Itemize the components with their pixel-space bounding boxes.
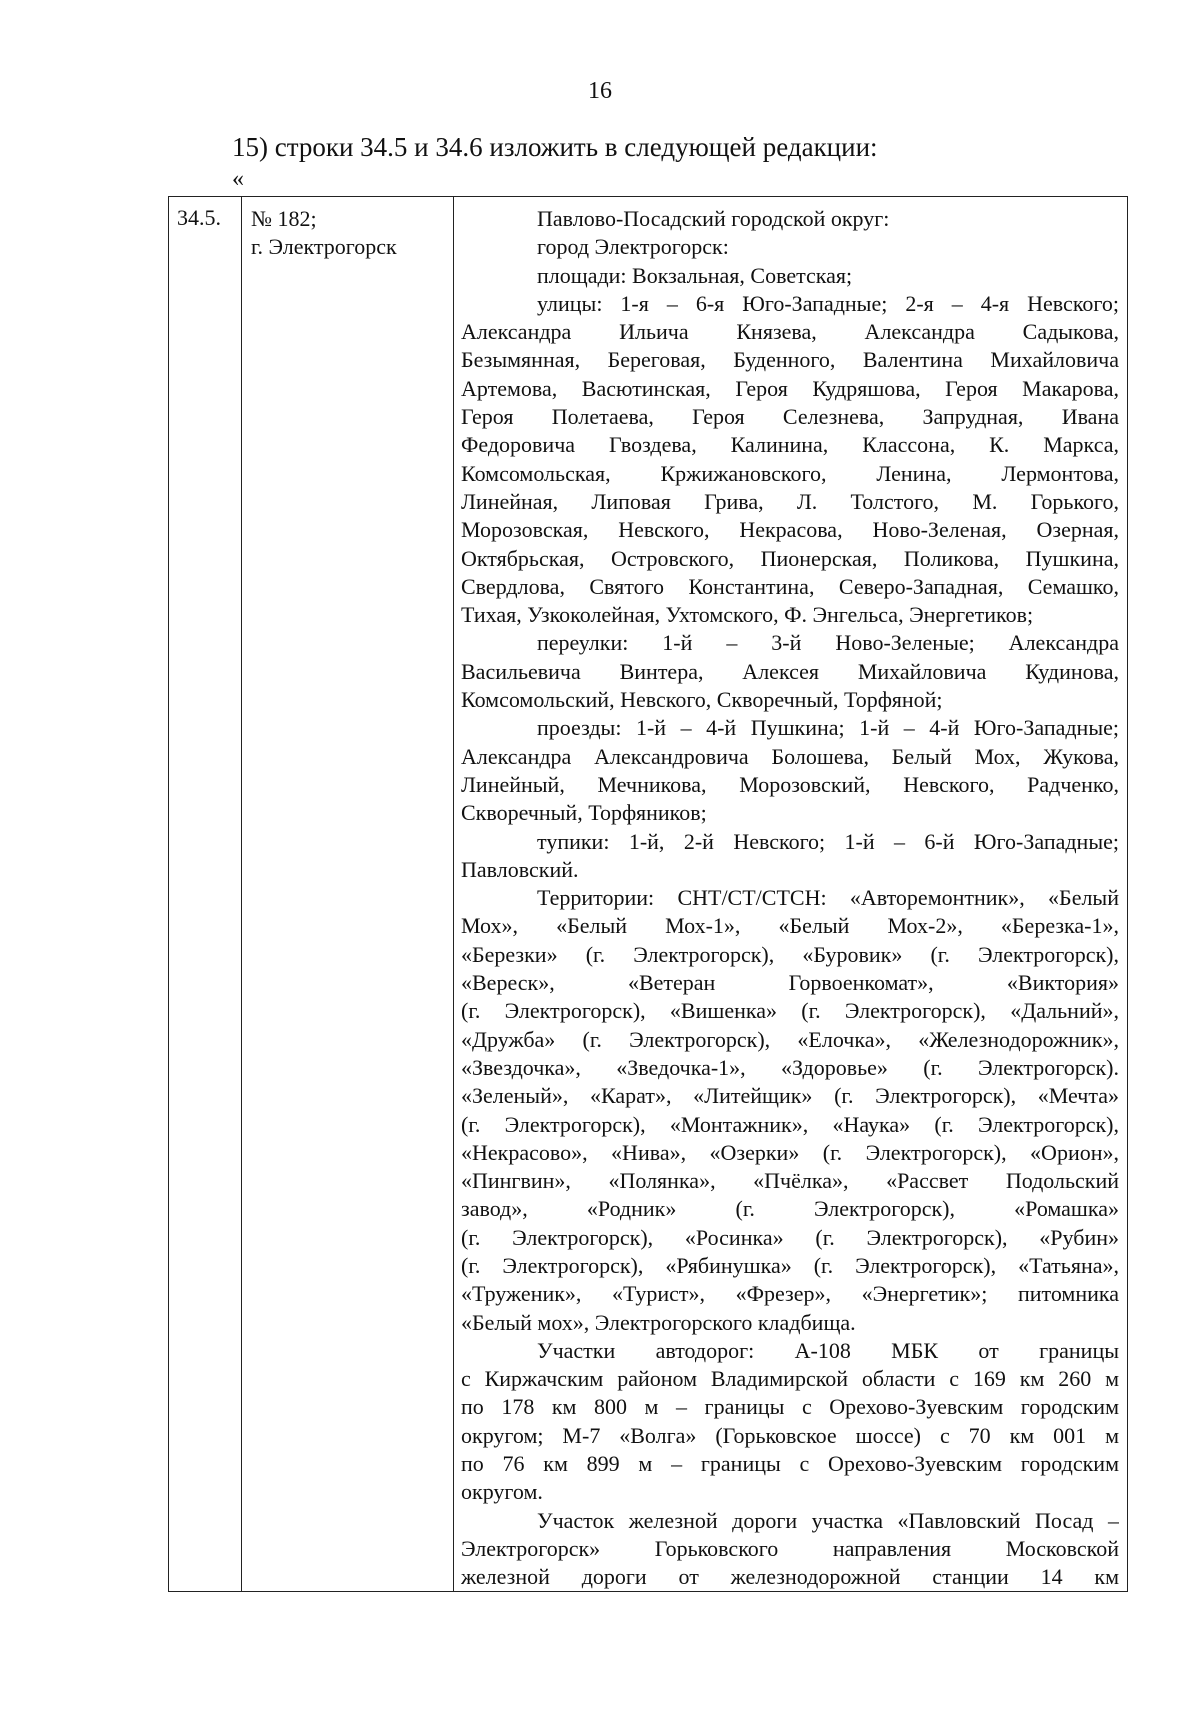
content-line: Тихая, Узкоколейная, Ухтомского, Ф. Энгельса, Энергетиков; — [461, 602, 1034, 628]
content-line: переулки: 1-й – 3-й Ново-Зеленые; Александра — [537, 630, 1119, 656]
content-line: «Вереск», «Ветеран Горвоенкомат», «Виктория» — [461, 970, 1119, 996]
content-line: (г. Электрогорск), «Рябинушка» (г. Электрогорск), «Татьяна», — [461, 1252, 1119, 1278]
content-line: (г. Электрогорск), «Вишенка» (г. Электрогорск), «Дальний», — [461, 998, 1119, 1024]
content-line: «Дружба» (г. Электрогорск), «Елочка», «Железнодорожник», — [461, 1026, 1119, 1052]
content-line: «Белый мох», Электрогорского кладбища. — [461, 1309, 856, 1335]
content-line: Октябрьская, Островского, Пионерская, Поликова, Пушкина, — [461, 545, 1119, 571]
content-line: «Звездочка», «Зведочка-1», «Здоровье» (г. Электрогорск). — [461, 1054, 1119, 1080]
content-line: Павлово-Посадский городской округ: — [537, 206, 890, 231]
content-line: Линейный, Мечникова, Морозовский, Невского, Радченко, — [461, 771, 1119, 797]
open-quote: « — [232, 166, 244, 192]
content-line: «Березки» (г. Электрогорск), «Буровик» (г. Электрогорск), — [461, 941, 1119, 967]
content-line: Линейная, Липовая Грива, Л. Толстого, М. Горького, — [461, 488, 1119, 514]
content-line: Мох», «Белый Мох-1», «Белый Мох-2», «Березка-1», — [461, 913, 1119, 939]
column-divider — [453, 197, 454, 1591]
content-line: Александра Ильича Князева, Александра Садыкова, — [461, 319, 1119, 345]
content-line: Свердлова, Святого Константина, Северо-Западная, Семашко, — [461, 573, 1119, 599]
content-line: «Зеленый», «Карат», «Литейщик» (г. Электрогорск), «Мечта» — [461, 1083, 1119, 1109]
content-line: Безымянная, Береговая, Буденного, Валентина Михайловича — [461, 347, 1119, 373]
content-line: по 76 км 899 м – границы с Орехово-Зуевским городским — [461, 1451, 1119, 1477]
district-town: г. Электрогорск — [251, 234, 397, 259]
content-line: Комсомольская, Кржижановского, Ленина, Лермонтова, — [461, 460, 1119, 486]
row-number: 34.5. — [177, 205, 221, 230]
content-line: площади: Вокзальная, Советская; — [537, 262, 853, 288]
content-line: (г. Электрогорск), «Монтажник», «Наука» (г. Электрогорск), — [461, 1111, 1119, 1137]
content-line: «Некрасово», «Нива», «Озерки» (г. Электрогорск), «Орион», — [461, 1139, 1119, 1165]
content-line: завод», «Родник» (г. Электрогорск), «Ромашка» — [461, 1196, 1119, 1222]
content-line: Павловский. — [461, 856, 579, 882]
content-line: Скворечный, Торфяников; — [461, 800, 707, 826]
district-number: № 182; — [251, 206, 317, 231]
content-line: Артемова, Васютинская, Героя Кудряшова, Героя Макарова, — [461, 375, 1119, 401]
content-line: улицы: 1-я – 6-я Юго-Западные; 2-я – 4-я Невского; — [537, 290, 1119, 316]
content-line: Александра Александровича Болошева, Белый Мох, Жукова, — [461, 743, 1119, 769]
intro-text: 15) строки 34.5 и 34.6 изложить в следующей редакции: — [232, 132, 878, 162]
content-line: Героя Полетаева, Героя Селезнева, Запрудная, Ивана — [461, 404, 1119, 430]
content-line: Федоровича Гвоздева, Калинина, Классона, К. Маркса, — [461, 432, 1119, 458]
document-table — [168, 196, 1128, 1592]
page-number: 16 — [588, 78, 612, 104]
content-line: Васильевича Винтера, Алексея Михайловича Кудинова, — [461, 658, 1119, 684]
content-line: округом. — [461, 1479, 543, 1505]
district-name-cell — [251, 205, 451, 261]
content-line: Электрогорск» Горьковского направления Московской — [461, 1535, 1119, 1561]
column-divider — [241, 197, 242, 1591]
content-line: Территории: СНТ/СТ/СТСН: «Авторемонтник», «Белый — [537, 885, 1119, 911]
content-line: город Электрогорск: — [537, 234, 729, 260]
content-line: «Пингвин», «Полянка», «Пчёлка», «Рассвет Подольский — [461, 1168, 1119, 1194]
content-line: Участок железной дороги участка «Павловский Посад – — [537, 1507, 1119, 1533]
content-line: проезды: 1-й – 4-й Пушкина; 1-й – 4-й Юго-Западные; — [537, 715, 1119, 741]
content-line: по 178 км 800 м – границы с Орехово-Зуевским городским — [461, 1394, 1119, 1420]
content-line: «Труженик», «Турист», «Фрезер», «Энергетик»; питомника — [461, 1281, 1119, 1307]
content-line: с Киржачским районом Владимирской области с 169 км 260 м — [461, 1366, 1119, 1392]
content-line: округом; М-7 «Волга» (Горьковское шоссе) с 70 км 001 м — [461, 1422, 1119, 1448]
content-line: Комсомольский, Невского, Скворечный, Торфяной; — [461, 687, 943, 713]
content-line: Участки автодорог: А-108 МБК от границы — [537, 1337, 1119, 1363]
content-line: (г. Электрогорск), «Росинка» (г. Электрогорск), «Рубин» — [461, 1224, 1119, 1250]
territory-description-cell — [461, 205, 1119, 1592]
content-line: тупики: 1-й, 2-й Невского; 1-й – 6-й Юго-Западные; — [537, 828, 1119, 854]
content-line: железной дороги от железнодорожной станции 14 км — [461, 1564, 1119, 1590]
content-line: Морозовская, Невского, Некрасова, Ново-Зеленая, Озерная, — [461, 517, 1119, 543]
